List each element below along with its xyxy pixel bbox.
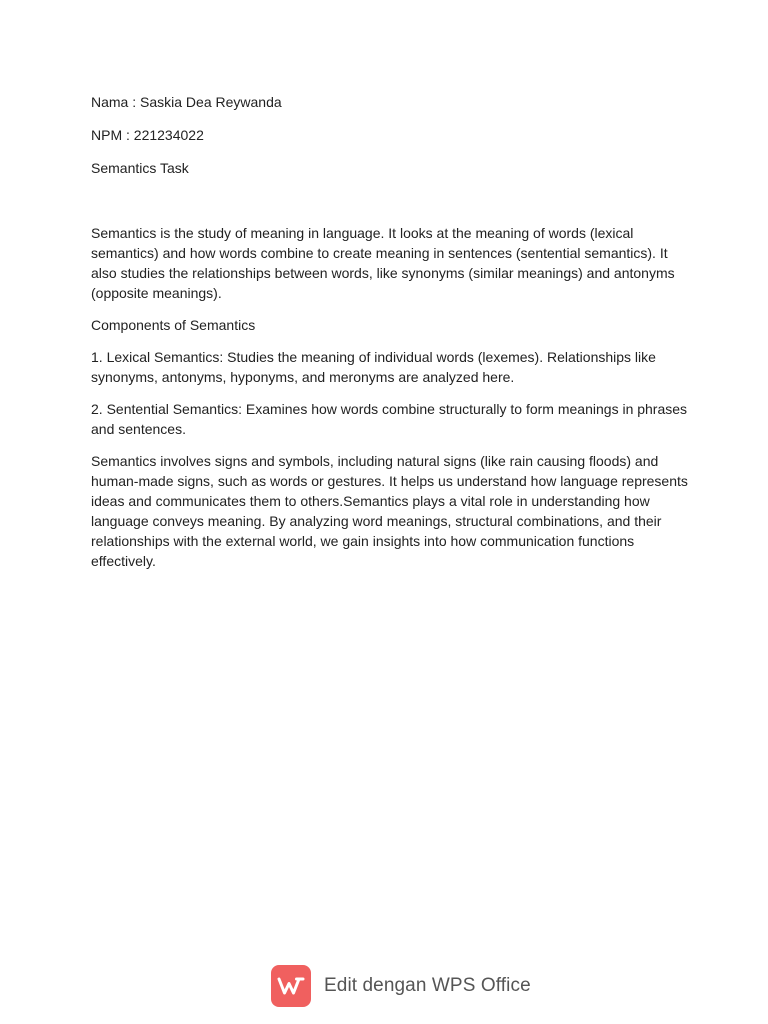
- intro-paragraph: Semantics is the study of meaning in language. It looks at the meaning of words (lexical semantics) and how words combine to create meaning in sentences (sentential semantics). It also studies the relationships between words, like synonyms (similar meanings) and antonyms (opposite meanings).: [91, 225, 675, 301]
- wps-office-logo-icon: [271, 965, 311, 1007]
- components-heading: Components of Semantics: [91, 317, 256, 333]
- task-title: Semantics Task: [91, 160, 189, 176]
- sentential-semantics-item: 2. Sentential Semantics: Examines how words combine structurally to form meanings in phrases and sentences.: [91, 401, 688, 437]
- edit-with-wps-label[interactable]: Edit dengan WPS Office: [324, 975, 531, 996]
- student-npm: NPM : 221234022: [91, 127, 204, 143]
- document-body: [91, 92, 691, 583]
- student-name: Nama : Saskia Dea Reywanda: [91, 94, 282, 110]
- edit-with-wps-banner[interactable]: [271, 965, 531, 1007]
- lexical-semantics-item: 1. Lexical Semantics: Studies the meaning of individual words (lexemes). Relationships like synonyms, antonyms, hyponyms, and meronyms are analyzed here.: [91, 349, 656, 385]
- conclusion-paragraph: Semantics involves signs and symbols, including natural signs (like rain causing floods) and human-made signs, such as words or gestures. It helps us understand how language represents ideas and communicates them to others.Semantics plays a vital role in understanding how language conveys meaning. By analyzing word meanings, structural combinations, and their relationships with the external world, we gain insights into how communication functions effectively.: [91, 453, 688, 569]
